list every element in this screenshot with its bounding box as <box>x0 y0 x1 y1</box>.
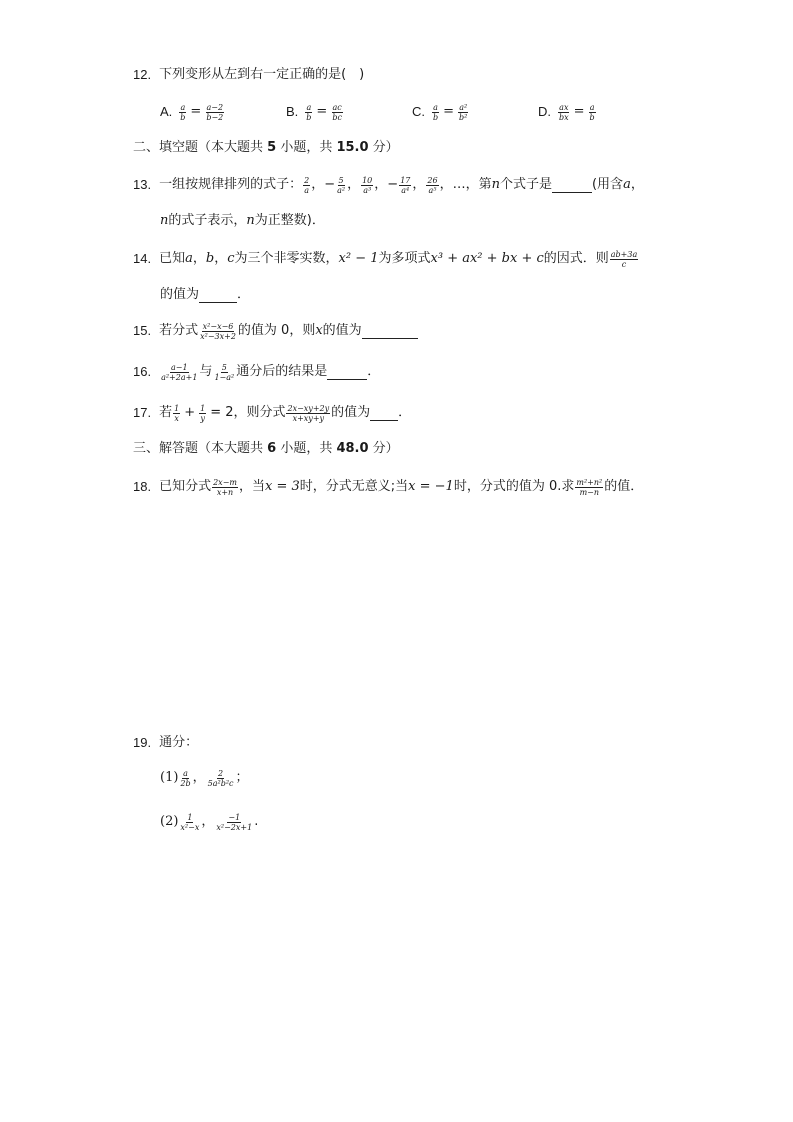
fraction: $\frac{ab+3a}{c}$ <box>610 249 638 269</box>
question-14: 14. 已知 a ， b ， c 为三个非零实数， x² − 1 为多项式 x³ + ax² + bx + c 的因式．则 $\frac{ab+3a}{c}$ <box>133 249 638 269</box>
fraction: $\frac{a}{b}$ <box>306 102 312 122</box>
question-number: 13. <box>133 177 152 192</box>
question-14-line-2: 的值为 ． <box>160 287 251 302</box>
fraction: $\frac{1}{y}$ <box>200 403 206 423</box>
fraction: $\frac{a}{b}$ <box>589 102 595 122</box>
question-19-part-2: (2) $\frac{1}{\text{x²−x}}$ ， $\frac{-1}{\text{x²−2x+1}}$ . <box>160 812 259 832</box>
question-number: 18. <box>133 479 152 494</box>
question-19-part-1: (1) $\frac{a}{2b}$ ， $\frac{2}{\text{5a²b²c}}$ ； <box>160 768 249 788</box>
answer-blank[interactable] <box>552 178 592 193</box>
option-d: D. $\frac{ax}{bx}$ = $\frac{a}{b}$ <box>538 102 595 122</box>
question-17: 17. 若 $\frac{1}{x}$ + $\frac{1}{y}$ = 2，则分式 $\frac{2x-xy+2y}{x+xy+y}$ 的值为 ． <box>133 403 412 423</box>
question-number: 19. <box>133 735 152 750</box>
fraction: $\frac{1}{x}$ <box>174 403 180 423</box>
answer-blank[interactable] <box>199 288 237 303</box>
fraction: $\frac{\text{x²−x−6}}{\text{x²−3x+2}}$ <box>200 321 236 341</box>
math-expression: x = 3 <box>265 479 300 494</box>
question-19: 19. 通分： <box>133 733 198 753</box>
fraction: $\frac{2}{\text{5a²b²c}}$ <box>207 768 234 788</box>
fraction: $\frac{5}{\text{a²}}$ <box>337 175 346 195</box>
fraction: $\frac{26}{\text{a⁵}}$ <box>427 175 438 195</box>
question-13-line-2: n 的式子表示， n 为正整数)． <box>160 213 325 228</box>
fraction: $\frac{a-2}{b-2}$ <box>206 102 224 122</box>
fraction: $\frac{ax}{bx}$ <box>559 102 569 122</box>
fraction: $\frac{a}{b}$ <box>180 102 186 122</box>
fraction: $\frac{-1}{\text{x²−2x+1}}$ <box>216 812 253 832</box>
math-expression: x = −1 <box>408 479 454 494</box>
question-16: 16. $\frac{a-1}{\text{a²+2a+1}}$ 与 $\frac{5}{\text{1−a²}}$ 通分后的结果是 ． <box>133 362 381 382</box>
question-18: 18. 已知分式 $\frac{2x-m}{x+n}$ ，当 x = 3 时，分式无意义;当 x = −1 时，分式的值为 0.求 $\frac{\text{m²+n²}}{m-n}$ 的值． <box>133 477 644 497</box>
section-heading-solve: 三、解答题（本大题共 6 小题，共 48.0 分） <box>133 441 399 456</box>
option-label: A. <box>160 104 173 119</box>
fraction: $\frac{2x-xy+2y}{x+xy+y}$ <box>287 403 330 423</box>
option-b: B. $\frac{a}{b}$ = $\frac{ac}{bc}$ <box>286 102 342 122</box>
answer-blank[interactable] <box>362 324 418 339</box>
fraction: $\frac{ac}{bc}$ <box>332 102 342 122</box>
question-number: 12. <box>133 67 152 82</box>
answer-blank[interactable] <box>327 365 367 380</box>
option-a: A. $\frac{a}{b}$ = $\frac{a-2}{b-2}$ <box>160 102 224 122</box>
math-expression: x³ + ax² + bx + c <box>430 251 544 266</box>
question-15: 15. 若分式 $\frac{\text{x²−x−6}}{\text{x²−3x+2}}$ 的值为 0，则 x 的值为 <box>133 321 418 341</box>
fraction: $\frac{a}{2b}$ <box>180 768 191 788</box>
section-heading-fill-in: 二、填空题（本大题共 5 小题，共 15.0 分） <box>133 140 399 155</box>
fraction: $\frac{\text{a²}}{\text{b²}}$ <box>459 102 468 122</box>
math-expression: x² − 1 <box>338 251 379 266</box>
question-number: 17. <box>133 405 152 420</box>
fraction: $\frac{5}{\text{1−a²}}$ <box>214 362 235 382</box>
question-number: 16. <box>133 364 152 379</box>
question-stem: 下列变形从左到右一定正确的是( ) <box>159 67 365 82</box>
fraction: $\frac{10}{\text{a³}}$ <box>362 175 373 195</box>
question-number: 14. <box>133 251 152 266</box>
fraction: $\frac{2x-m}{x+n}$ <box>213 477 237 497</box>
fraction: $\frac{1}{\text{x²−x}}$ <box>180 812 200 832</box>
option-label: B. <box>286 104 299 119</box>
fraction: $\frac{a-1}{\text{a²+2a+1}}$ <box>161 362 198 382</box>
answer-blank[interactable] <box>370 406 398 421</box>
fraction: $\frac{a}{b}$ <box>433 102 439 122</box>
option-label: C. <box>412 104 425 119</box>
question-13: 13. 一组按规律排列的式子： $\frac{2}{a}$ ，− $\frac{5}{\text{a²}}$ ， $\frac{10}{\text{a³}}$ ，− $\frac{17}{\text{a⁴}}$ ， $\frac{26}{\text{a⁵}}$ ，…，第 n 个式子是 (用含 a ， <box>133 175 644 195</box>
fraction: $\frac{2}{a}$ <box>304 175 310 195</box>
option-c: C. $\frac{a}{b}$ = $\frac{\text{a²}}{\text{b²}}$ <box>412 102 468 122</box>
question-number: 15. <box>133 323 152 338</box>
fraction: $\frac{\text{m²+n²}}{m-n}$ <box>576 477 603 497</box>
option-label: D. <box>538 104 551 119</box>
question-12 <box>133 65 364 85</box>
fraction: $\frac{17}{\text{a⁴}}$ <box>400 175 411 195</box>
